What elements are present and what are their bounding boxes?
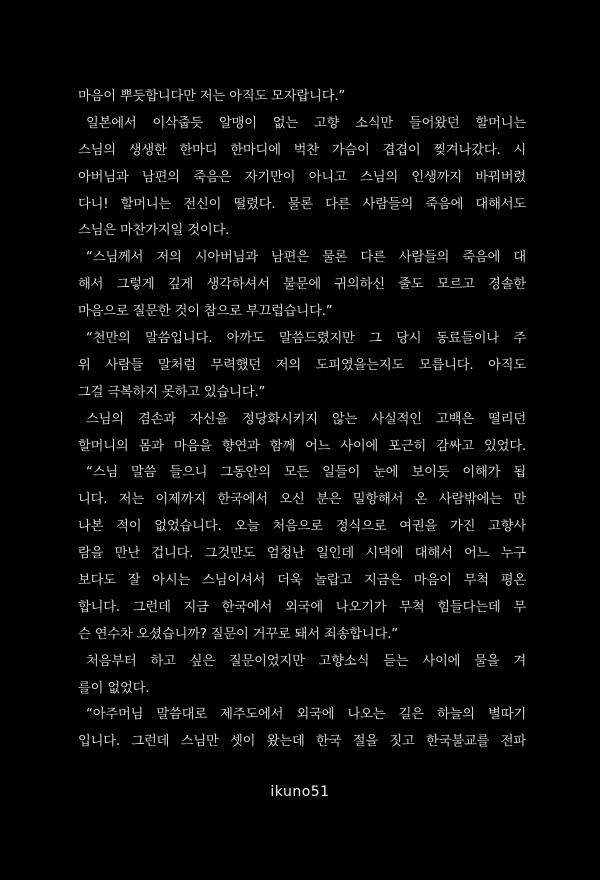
text-line: 해서 그렇게 깊게 생각하셔서 불문에 귀의하신 줄도 모르고 경솔한 bbox=[78, 277, 526, 293]
text-line: “스님께서 저의 시아버님과 남편은 물론 다른 사람들의 죽음에 대 bbox=[86, 250, 526, 266]
text-line: 위 사람들 말처럼 무력했던 저의 도피였을는지도 모릅니다. 아직도 bbox=[78, 357, 526, 373]
text-line: 슨 연수차 오셨습니까? 질문이 거꾸로 돼서 죄송합니다.” bbox=[78, 626, 398, 642]
text-line: 할머니의 몸과 마음을 향연과 함께 어느 사이에 포근히 감싸고 있었다. bbox=[78, 438, 526, 454]
text-line: 마음이 뿌듯합니다만 저는 아직도 모자랍니다.” bbox=[78, 89, 346, 104]
text-line: 일본에서 이삭줍듯 알맹이 없는 고향 소식만 들어왔던 할머니는 bbox=[86, 115, 526, 131]
text-line: 마음으로 질문한 것이 참으로 부끄럽습니다.” bbox=[78, 304, 333, 320]
text-line: 스님은 마찬가지일 것이다. bbox=[78, 223, 230, 239]
text-line: 스님의 겸손과 자신을 정당화시키지 않는 사실적인 고백은 떨리던 bbox=[86, 411, 526, 427]
text-line: 합니다. 그런데 지금 한국에서 외국에 나오기가 무척 힘들다는데 무 bbox=[78, 599, 526, 615]
text-line: 입니다. 그런데 스님만 셋이 왔는데 한국 절을 짓고 한국불교를 전파 bbox=[78, 734, 526, 750]
text-line: “스님 말씀 들으니 그동안의 모든 일들이 눈에 보이듯 이해가 됩 bbox=[86, 465, 526, 481]
text-line: 람을 만난 겁니다. 그것만도 엄청난 일인데 시댁에 대해서 어느 누구 bbox=[78, 546, 526, 562]
text-line: 그걸 극복하지 못하고 있습니다.” bbox=[78, 384, 266, 400]
text-line: 를이 없었다. bbox=[78, 680, 150, 696]
text-line: 보다도 잘 아시는 스님이셔서 더욱 놀랍고 지금은 마음이 무척 평온 bbox=[78, 573, 526, 589]
text-line: 니다. 저는 이제까지 한국에서 오신 분은 밀항해서 온 사람밖에는 만 bbox=[78, 492, 526, 508]
text-line: 다니! 할머니는 전신이 떨렸다. 물론 다른 사람들의 죽음에 대해서도 bbox=[78, 196, 526, 212]
text-line: 스님의 생생한 한마디 한마디에 벅찬 가슴이 겹겹이 찢겨나갔다. 시 bbox=[78, 142, 526, 158]
watermark-label: ikuno51 bbox=[270, 784, 330, 800]
body-text bbox=[78, 84, 526, 756]
text-line: “천만의 말씀입니다. 아까도 말씀드렸지만 그 당시 동료들이나 주 bbox=[86, 331, 526, 347]
text-line: 나본 적이 없었습니다. 오늘 처음으로 정식으로 여권을 가진 고향사 bbox=[78, 519, 526, 535]
text-line: 처음부터 하고 싶은 질문이었지만 고향소식 듣는 사이에 물을 겨 bbox=[86, 653, 526, 669]
text-line: 아버님과 남편의 죽음은 자기만이 아니고 스님의 인생까지 바꿔버렸 bbox=[78, 169, 526, 185]
text-line: “아주머님 말씀대로 제주도에서 외국에 나오는 길은 하늘의 별따기 bbox=[86, 707, 526, 723]
